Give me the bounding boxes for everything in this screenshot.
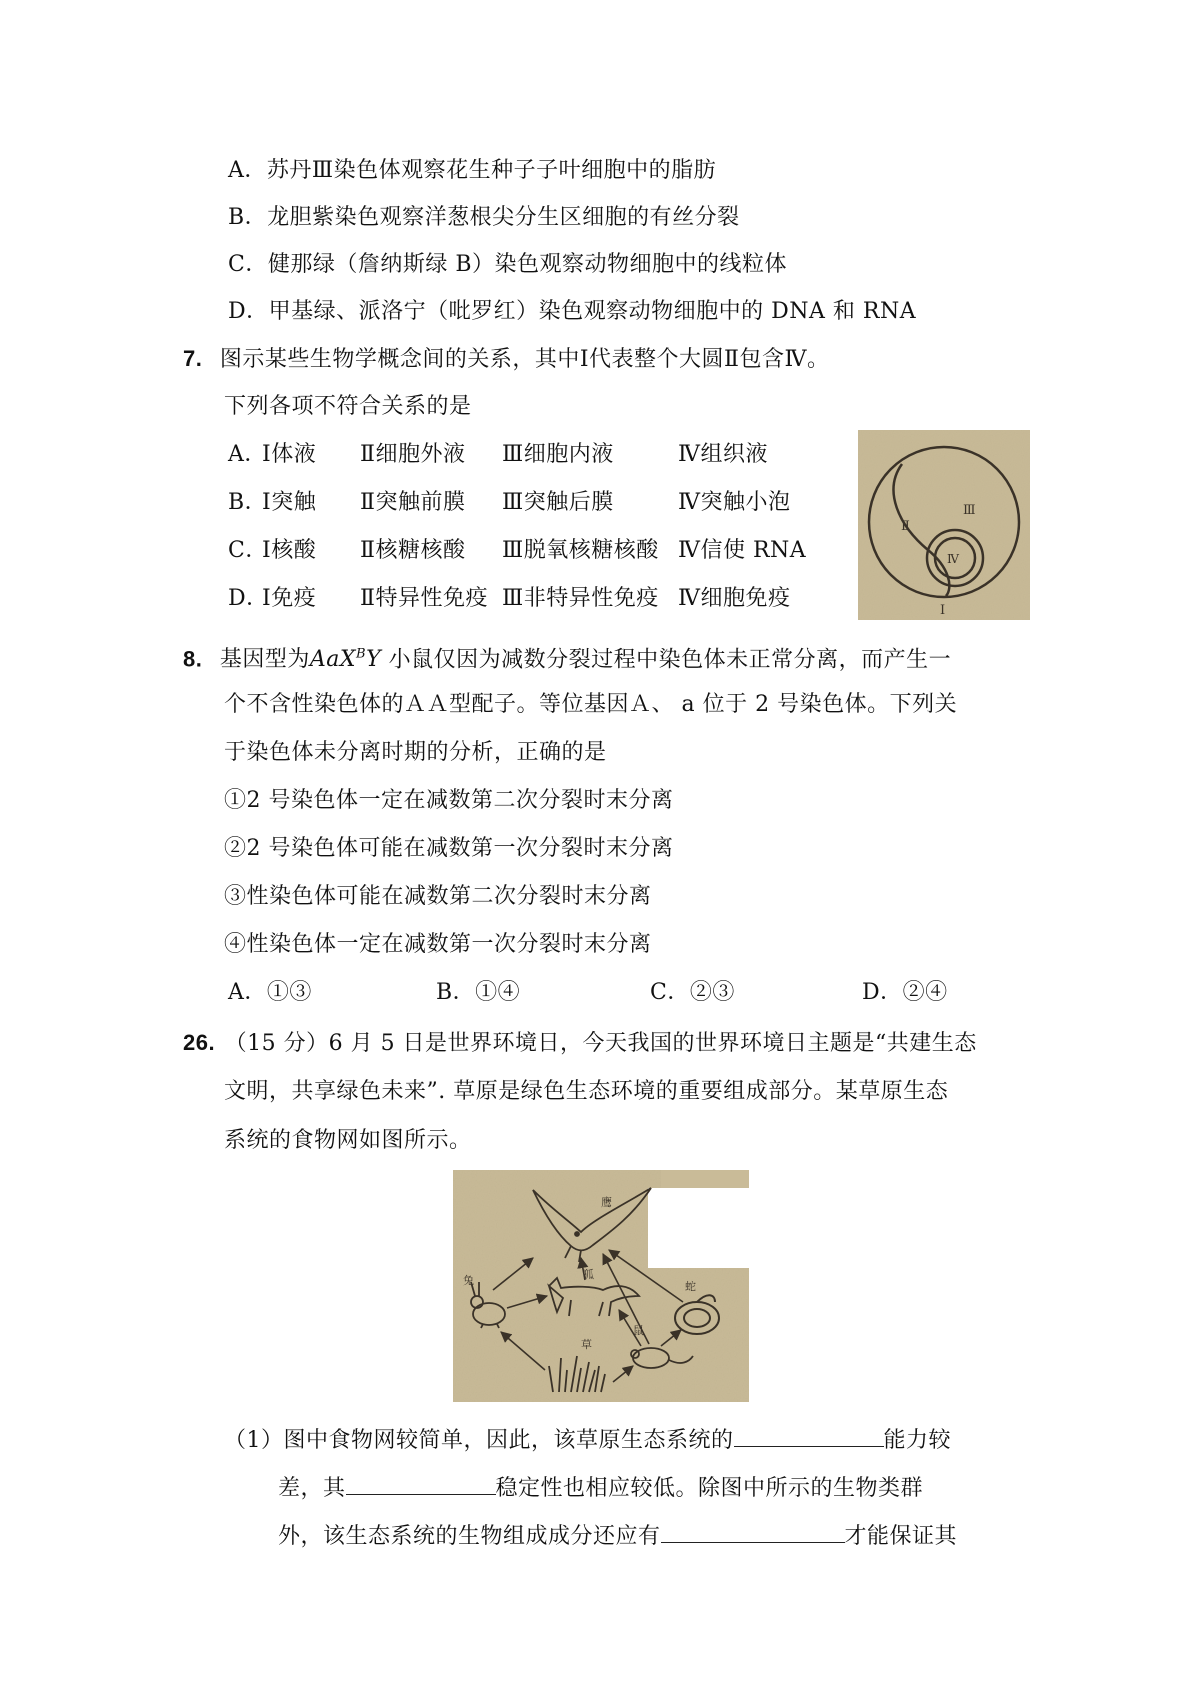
- q7-diagram-svg: [858, 430, 1030, 620]
- q8-genotype: [310, 647, 381, 672]
- q8-stem-rest: 小鼠仅因为减数分裂过程中染色体未正常分离，而产生一: [388, 647, 952, 673]
- q8-statement-2: ②2 号染色体可能在减数第一次分裂时末分离: [224, 836, 674, 861]
- mouse-label: 鼠: [633, 1324, 644, 1337]
- q26-sub1-line3: [278, 1520, 957, 1552]
- snake-label: 蛇: [685, 1280, 696, 1293]
- q8-genotype-sup: B: [356, 647, 367, 662]
- q8-stem-line2: 个不含性染色体的ＡＡ型配子。等位基因Ａ、 a 位于 2 号染色体。下列关: [224, 692, 958, 717]
- q8-statement-3: ③性染色体可能在减数第二次分裂时末分离: [224, 884, 652, 909]
- q26-line3: 系统的食物网如图所示。: [224, 1128, 472, 1153]
- q7-option-b-c3: Ⅲ突触后膜: [502, 490, 614, 515]
- q8-genotype-y: Y: [366, 647, 382, 673]
- q7-option-d-c4: Ⅳ细胞免疫: [678, 586, 791, 611]
- q7-stem-line1: [183, 344, 829, 375]
- q7-option-c-c4: Ⅳ信使 RNA: [678, 538, 807, 563]
- q8-genotype-aax: AaX: [309, 647, 357, 673]
- q26-line1-text: （15 分）6 月 5 日是世界环境日，今天我国的世界环境日主题是“共建生态: [224, 1031, 977, 1056]
- q7-option-b-letter: B．: [228, 490, 268, 515]
- fox-label: 狐: [583, 1268, 594, 1281]
- q7-number: 7.: [183, 346, 203, 371]
- q8-choice-b: B．①④: [436, 980, 521, 1005]
- q26-answer-blank-2[interactable]: [346, 1472, 496, 1495]
- q26-sub1-line1: [224, 1424, 951, 1456]
- q8-stem-line3: 于染色体未分离时期的分析，正确的是: [224, 740, 607, 765]
- q6-option-a: A．苏丹Ⅲ染色体观察花生种子子叶细胞中的脂肪: [228, 158, 717, 183]
- grass-label: 草: [581, 1338, 592, 1351]
- q7-option-c-letter: C．: [228, 538, 268, 563]
- q8-stem-prefix: 基因型为: [219, 647, 310, 673]
- q6-option-c: C．健那绿（詹纳斯绿 B）染色观察动物细胞中的线粒体: [228, 252, 787, 277]
- q26-line1: [183, 1028, 977, 1059]
- q7-option-a-c4: Ⅳ组织液: [678, 442, 768, 467]
- q7-label-ii: Ⅱ: [901, 519, 910, 534]
- q7-option-a-letter: A．: [228, 442, 267, 467]
- rabbit-label: 兔: [463, 1274, 474, 1287]
- q26-sub1-text-a: （1）图中食物网较简单，因此，该草原生态系统的: [224, 1428, 734, 1453]
- food-web-svg: [453, 1170, 749, 1402]
- q26-sub1-text-c: 差，其: [278, 1476, 346, 1501]
- q7-option-c-c1: Ⅰ核酸: [262, 538, 317, 563]
- q26-sub1-text-b: 能力较: [883, 1428, 952, 1453]
- q7-label-iii: Ⅲ: [963, 503, 976, 518]
- q7-label-i: Ⅰ: [940, 603, 946, 618]
- q7-option-a-c2: Ⅱ细胞外液: [360, 442, 466, 467]
- q7-option-a-c3: Ⅲ细胞内液: [502, 442, 614, 467]
- q26-number: 26.: [183, 1030, 216, 1055]
- q8-number: 8.: [183, 646, 203, 672]
- q26-sub1-text-e: 外，该生态系统的生物组成成分还应有: [278, 1524, 661, 1549]
- hawk-label: 鹰: [601, 1196, 612, 1209]
- q8-choice-d: D．②④: [862, 980, 948, 1005]
- q7-option-c-c3: Ⅲ脱氧核糖核酸: [502, 538, 659, 563]
- q7-stem-text: 图示某些生物学概念间的关系，其中Ⅰ代表整个大圆Ⅱ包含Ⅳ。: [219, 347, 830, 372]
- q7-option-d-c2: Ⅱ特异性免疫: [360, 586, 488, 611]
- q7-option-d-c3: Ⅲ非特异性免疫: [502, 586, 659, 611]
- q8-statement-4: ④性染色体一定在减数第一次分裂时末分离: [224, 932, 652, 957]
- q7-option-d-letter: D．: [228, 586, 269, 611]
- q8-choice-a: A．①③: [228, 980, 312, 1005]
- q7-option-b-c2: Ⅱ突触前膜: [360, 490, 466, 515]
- q7-option-c-c2: Ⅱ核糖核酸: [360, 538, 466, 563]
- food-web-figure: [453, 1170, 749, 1402]
- q26-sub1-line2: [278, 1472, 923, 1504]
- q26-line2: 文明，共享绿色未来”. 草原是绿色生态环境的重要组成部分。某草原生态: [224, 1079, 949, 1104]
- q26-answer-blank-3[interactable]: [661, 1520, 845, 1543]
- q7-option-b-c1: Ⅰ突触: [262, 490, 317, 515]
- q7-concept-diagram: [858, 430, 1030, 620]
- q7-option-a-c1: Ⅰ体液: [262, 442, 317, 467]
- q26-sub1-text-d: 稳定性也相应较低。除图中所示的生物类群: [495, 1476, 924, 1501]
- q7-stem-line2: 下列各项不符合关系的是: [224, 394, 472, 419]
- q7-option-d-c1: Ⅰ免疫: [262, 586, 317, 611]
- q7-label-iv: Ⅳ: [947, 552, 959, 566]
- q8-stem-line1: [183, 640, 951, 675]
- food-web-cutout: [648, 1188, 749, 1268]
- q6-option-b: B．龙胆紫染色观察洋葱根尖分生区细胞的有丝分裂: [228, 205, 740, 230]
- q6-option-d: D．甲基绿、派洛宁（吡罗红）染色观察动物细胞中的 DNA 和 RNA: [228, 299, 917, 324]
- q7-option-b-c4: Ⅳ突触小泡: [678, 490, 791, 515]
- q8-choice-c: C．②③: [650, 980, 735, 1005]
- q26-sub1-text-f: 才能保证其: [844, 1524, 958, 1549]
- q26-answer-blank-1[interactable]: [734, 1424, 884, 1447]
- q8-statement-1: ①2 号染色体一定在减数第二次分裂时末分离: [224, 788, 674, 813]
